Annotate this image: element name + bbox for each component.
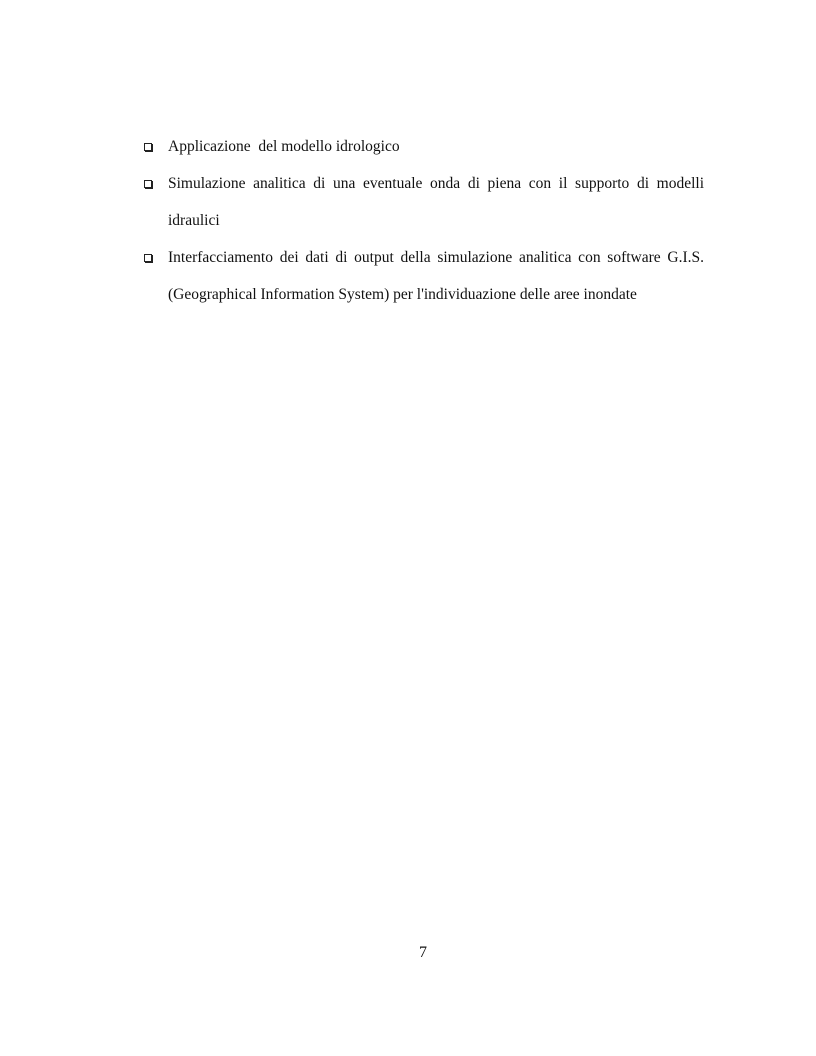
- list-item: [144, 128, 704, 165]
- list-item-text: Applicazione del modello idrologico: [168, 138, 400, 155]
- list-item-text: Interfacciamento dei dati di output della simulazione analitica con software G.I.S. (Geographical Information System) per l'individuazione delle aree inondate: [168, 249, 704, 303]
- list-item: [144, 165, 704, 239]
- list-item-text: Simulazione analitica di una eventuale onda di piena con il supporto di modelli idraulici: [168, 175, 704, 229]
- square-bullet-icon: [144, 143, 152, 151]
- list-item: [144, 239, 704, 313]
- square-bullet-icon: [144, 180, 152, 188]
- page-number: 7: [419, 944, 427, 961]
- bullet-list: [144, 128, 704, 313]
- square-bullet-icon: [144, 254, 152, 262]
